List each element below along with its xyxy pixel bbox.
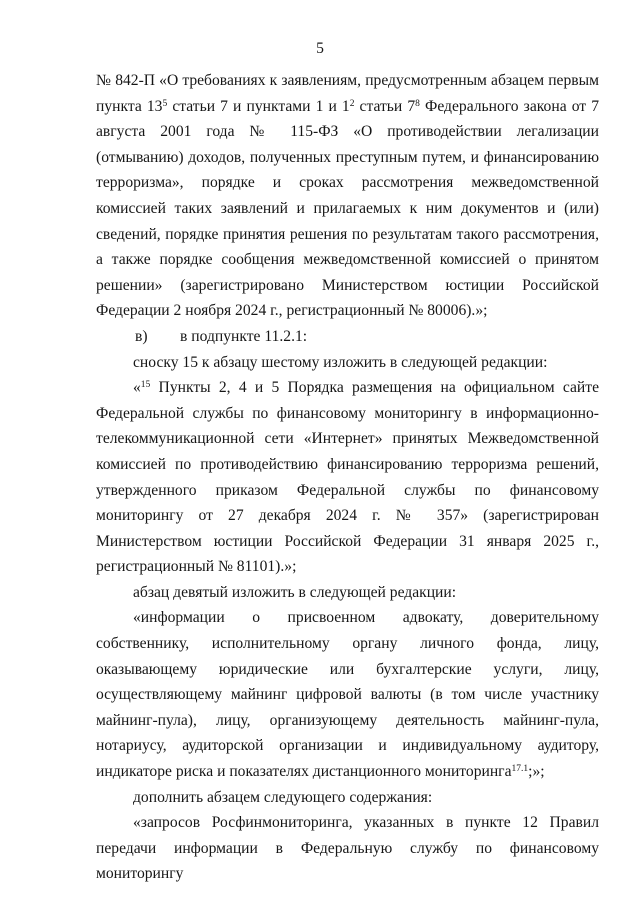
paragraph-ninth-instruction: абзац девятый изложить в следующей редакции: <box>133 583 457 601</box>
subitem-marker: в) <box>135 327 148 345</box>
paragraph-order-reference: № 842-П «О требованиях к заявлениям, предусмотренным абзацем первым пункта $13^5$ статьи 7 и пунктами 1 и $1^2$ статьи $7^8$ Федерального закона от 7 августа 2001 года № 115-ФЗ «О противодействии легализации (отмыванию) доходов, полученных преступным путем, и финансированию терроризма», порядке и сроках рассмотрения межведомственной комиссией таких заявлений и прилагаемых к ним документов и (или) сведений, порядке принятия решения по результатам такого рассмотрения, а также порядке сообщения межведомственной комиссией о принятом решении» (зарегистрировано Министерством юстиции Российской Федерации 2 ноября 2024 г., регистрационный № 80006).»; <box>96 72 600 320</box>
superscript: 17.1 <box>511 764 529 775</box>
paragraph-footnote-text: «$^{15}$ Пункты 2, 4 и 5 Порядка размещения на официальном сайте Федеральной службы по финансовому мониторингу в информационно-телекоммуникационной сети «Интернет» принятых Межведомственной комиссией по противодействию финансированию терроризма решений, утвержденного приказом Федеральной службы по финансовому мониторингу от 27 декабря 2024 г. № 357» (зарегистрирован Министерством юстиции Российской Федерации 31 января 2025 г., регистрационный № 81101).»; <box>96 379 599 576</box>
subitem-text: в подпункте 11.2.1: <box>180 327 308 345</box>
paragraph-add-instruction: дополнить абзацем следующего содержания: <box>133 788 433 806</box>
superscript: 5 <box>162 98 168 109</box>
document-body <box>96 68 599 887</box>
superscript: 2 <box>349 98 355 109</box>
superscript: 15 <box>140 380 151 391</box>
subitem-v <box>96 324 599 350</box>
page-number: 5 <box>316 40 324 57</box>
paragraph-footnote-instruction: сноску 15 к абзацу шестому изложить в следующей редакции: <box>133 353 548 371</box>
paragraph-ninth-text: «информации о присвоенном адвокату, доверительному собственнику, исполнительному органу личного фонда, лицу, оказывающему юридические или бухгалтерские услуги, лицу, осуществляющему майнинг цифровой валюты (в том числе участнику майнинг-пула), лицу, организующему деятельность майнинг-пула, нотариусу, аудиторской организации и индивидуальному аудитору, индикаторе риска и показателях дистанционного мониторинга$^{17.1}$;»; <box>96 609 599 781</box>
superscript: 8 <box>415 98 420 109</box>
paragraph-add-text: «запросов Росфинмониторинга, указанных в пункте 12 Правил передачи информации в Федеральную службу по финансовому мониторингу <box>96 814 599 883</box>
